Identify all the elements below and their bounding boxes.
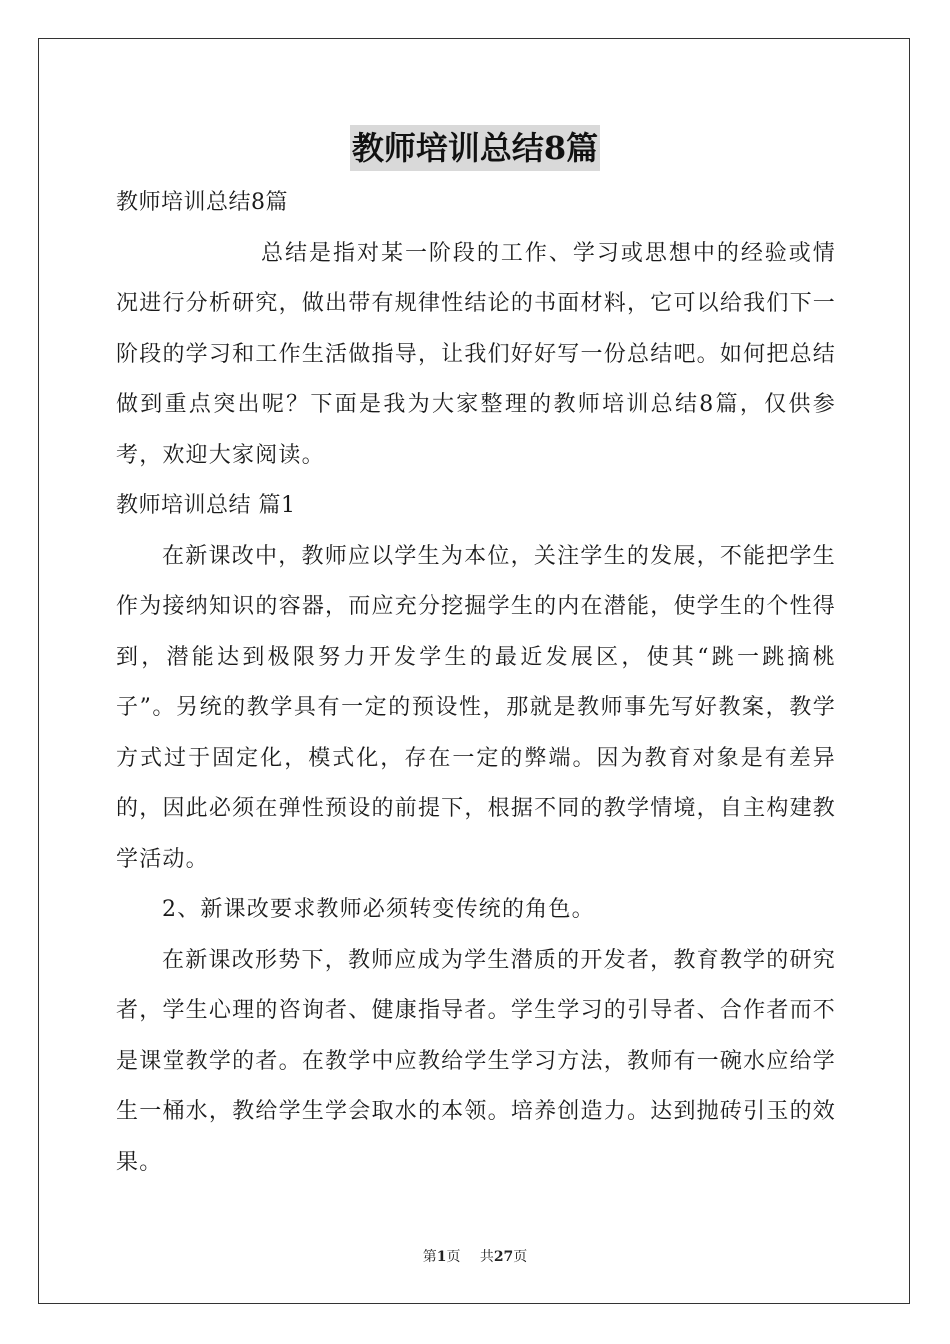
body-paragraph-1: 在新课改中，教师应以学生为本位，关注学生的发展，不能把学生作为接纳知识的容器，而应充分挖掘学生的内在潜能，使学生的个性得到，潜能达到极限努力开发学生的最近发展区，使其“跳一跳摘桃子”。另统的教学具有一定的预设性，那就是教师事先写好教案，教学方式过于固定化，模式化，存在一定的弊端。因为教育对象是有差异的，因此必须在弹性预设的前提下，根据不同的教学情境，自主构建教学活动。 (116, 543, 836, 872)
page-prefix: 第 (422, 1249, 437, 1265)
document-body (116, 178, 836, 1188)
body-paragraph-2: 2、新课改要求教师必须转变传统的角色。 (162, 897, 595, 922)
total-prefix: 共 (479, 1249, 494, 1265)
intro-paragraph: 总结是指对某一阶段的工作、学习或思想中的经验或情况进行分析研究，做出带有规律性结论的书面材料，它可以给我们下一阶段的学习和工作生活做指导，让我们好好写一份总结吧。如何把总结做到重点突出呢？下面是我为大家整理的教师培训总结8篇，仅供参考，欢迎大家阅读。 (116, 240, 836, 468)
page-current: 1 (436, 1249, 447, 1265)
total-suffix: 页 (513, 1249, 528, 1265)
section-heading: 教师培训总结 篇1 (116, 493, 296, 518)
page-title: 教师培训总结8篇 (350, 125, 600, 171)
body-paragraph-3: 在新课改形势下，教师应成为学生潜质的开发者，教育教学的研究者，学生心理的咨询者、健康指导者。学生学习的引导者、合作者而不是课堂教学的者。在教学中应教给学生学习方法，教师有一碗水应给学生一桶水，教给学生学会取水的本领。培养创造力。达到抛砖引玉的效果。 (116, 947, 836, 1175)
title-container (0, 125, 950, 171)
page-suffix: 页 (446, 1249, 461, 1265)
subtitle-line: 教师培训总结8篇 (116, 190, 288, 215)
page-footer (0, 1246, 950, 1266)
page-total: 27 (493, 1249, 514, 1265)
